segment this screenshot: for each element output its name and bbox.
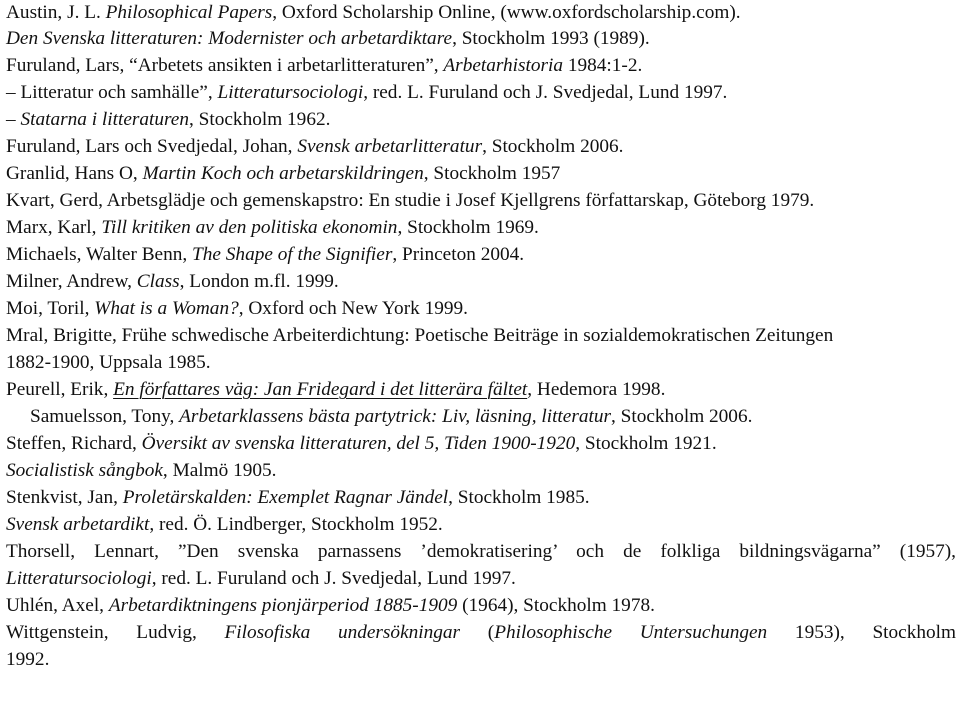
bib-entry-steffen	[6, 431, 956, 457]
bib-text: , Malmö 1905.	[162, 460, 277, 481]
bib-text: , Stockholm 1921.	[575, 433, 717, 454]
bib-text: Granlid, Hans O,	[6, 163, 143, 184]
bib-title: Den Svenska litteraturen: Modernister och arbetardiktare	[6, 28, 453, 49]
bib-text: Michaels, Walter Benn,	[6, 244, 193, 265]
bib-text: 1992.	[6, 649, 50, 670]
bib-title: Svensk arbetardikt	[6, 514, 150, 535]
bib-entry-thorsell	[6, 539, 956, 565]
bib-text: Uhlén, Axel,	[6, 595, 109, 616]
bib-title: Till kritiken av den politiska ekonomin	[101, 217, 398, 238]
bib-title: Class	[136, 271, 180, 292]
bib-entry-wittgenstein	[6, 620, 956, 646]
bib-title: Litteratursociologi	[6, 568, 152, 589]
bib-entry-furuland-statarna	[6, 107, 956, 133]
bib-text: Stenkvist, Jan,	[6, 487, 123, 508]
bib-entry-kvart	[6, 188, 956, 214]
bib-text: , Stockholm 1957	[423, 163, 561, 184]
bib-title: Martin Koch och arbetarskildringen	[142, 163, 424, 184]
bib-title: The Shape of the Signifier	[192, 244, 393, 265]
bib-entry-samuelsson	[30, 404, 956, 430]
bib-title: What is a Woman?	[94, 298, 239, 319]
bib-entry-socialistisk-sangbok	[6, 458, 956, 484]
bib-text: , Stockholm 1993 (1989).	[452, 28, 650, 49]
bib-entry-furuland-svedjedal	[6, 134, 956, 160]
bib-text: Furuland, Lars, “Arbetets ansikten i arbetarlitteraturen”,	[6, 55, 444, 76]
bib-title: Arbetarhistoria	[443, 55, 564, 76]
bib-text: , red. L. Furuland och J. Svedjedal, Lund 1997.	[363, 82, 728, 103]
bib-text: Wittgenstein, Ludvig,	[6, 622, 225, 643]
bib-entry-svensk-arbetardikt	[6, 512, 956, 538]
bib-entry-den-svenska-litteraturen	[6, 26, 956, 52]
bib-text: –	[6, 109, 21, 130]
bib-text: Samuelsson, Tony,	[30, 406, 180, 427]
bib-text: Steffen, Richard,	[6, 433, 142, 454]
bib-text: (	[460, 622, 495, 643]
bib-title: Philosophische Untersuchungen	[494, 622, 768, 643]
bib-text: – Litteratur och samhälle”,	[6, 82, 218, 103]
bib-entry-michaels	[6, 242, 956, 268]
bib-text: Austin, J. L.	[6, 2, 106, 23]
bib-text: (1964), Stockholm 1978.	[457, 595, 655, 616]
bib-entry-stenkvist	[6, 485, 956, 511]
bib-text: Thorsell, Lennart, ”Den svenska parnassens ’demokratisering’ och de folkliga bildningsvägarna” (1957),	[6, 541, 956, 562]
bib-text: , London m.fl. 1999.	[179, 271, 339, 292]
bib-text: , Oxford och New York 1999.	[238, 298, 468, 319]
bib-text: Marx, Karl,	[6, 217, 102, 238]
bib-text: , red. Ö. Lindberger, Stockholm 1952.	[149, 514, 443, 535]
bib-title: Litteratursociologi	[217, 82, 364, 103]
bib-entry-austin	[6, 0, 956, 26]
bib-text: , Stockholm 1985.	[448, 487, 590, 508]
bib-text: Furuland, Lars och Svedjedal, Johan,	[6, 136, 298, 157]
bib-entry-mral-continued	[6, 350, 956, 376]
bib-text: , Stockholm 2006.	[482, 136, 624, 157]
bib-entry-mral	[6, 323, 956, 349]
bib-title: Socialistisk sångbok	[6, 460, 163, 481]
bib-title: Statarna i litteraturen	[20, 109, 190, 130]
bib-title: Philosophical Papers	[105, 2, 273, 23]
bib-text: Milner, Andrew,	[6, 271, 137, 292]
bib-entry-uhlen	[6, 593, 956, 619]
bib-text: , Stockholm 1969.	[397, 217, 539, 238]
bib-title: Filosofiska undersökningar	[224, 622, 461, 643]
bib-entry-peurell	[6, 377, 956, 403]
bib-entry-granlid	[6, 161, 956, 187]
bib-title: Arbetarklassens bästa partytrick: Liv, läsning, litteratur	[179, 406, 611, 427]
bib-text: 1882-1900, Uppsala 1985.	[6, 352, 211, 373]
bib-text: 1984:1-2.	[563, 55, 643, 76]
bib-text: Mral, Brigitte, Frühe schwedische Arbeiterdichtung: Poetische Beiträge in sozialdemokratischen Zeitungen	[6, 325, 834, 346]
bib-text: , Oxford Scholarship Online, (www.oxfordscholarship.com).	[272, 2, 741, 23]
bib-text: Kvart, Gerd, Arbetsglädje och gemenskapstro: En studie i Josef Kjellgrens författarskap, Göteborg 1979.	[6, 190, 815, 211]
bib-entry-thorsell-continued	[6, 566, 956, 592]
bib-text: , Stockholm 2006.	[611, 406, 753, 427]
bib-entry-furuland-arbetets-ansikten	[6, 53, 956, 79]
bib-title: Översikt av svenska litteraturen, del 5, Tiden 1900-1920	[141, 433, 576, 454]
bib-entry-wittgenstein-continued	[6, 647, 956, 673]
bib-text: Peurell, Erik,	[6, 379, 114, 400]
bib-entry-marx	[6, 215, 956, 241]
bib-text: , Stockholm 1962.	[189, 109, 331, 130]
bib-title: Svensk arbetarlitteratur	[297, 136, 483, 157]
bib-entry-furuland-litteratur-och-samhalle	[6, 80, 956, 106]
bib-text: , red. L. Furuland och J. Svedjedal, Lund 1997.	[151, 568, 516, 589]
bib-text: , Princeton 2004.	[392, 244, 525, 265]
bib-text: Moi, Toril,	[6, 298, 95, 319]
bib-title: Proletärskalden: Exemplet Ragnar Jändel	[122, 487, 449, 508]
bib-text: , Hedemora 1998.	[527, 379, 666, 400]
bib-text: 1953), Stockholm	[767, 622, 957, 643]
bib-entry-milner	[6, 269, 956, 295]
bib-title: En författares väg: Jan Fridegard i det litterära fältet	[113, 379, 528, 400]
bib-title: Arbetardiktningens pionjärperiod 1885-1909	[108, 595, 458, 616]
bib-entry-moi	[6, 296, 956, 322]
